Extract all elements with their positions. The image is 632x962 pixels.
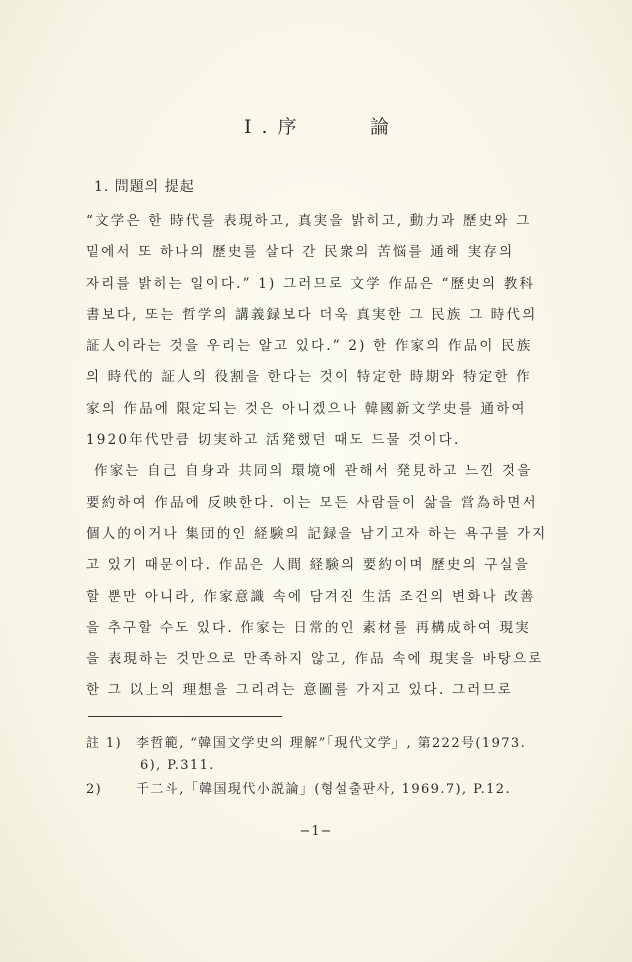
body-line: 個人的이거나 集団的인 経験의 記録을 남기고자 하는 욕구를 가지 [86, 525, 548, 542]
chapter-title-part1: I . 序 [244, 116, 299, 138]
body-line: 을 表現하는 것만으로 만족하지 않고, 作品 속에 現実을 바탕으로 [86, 651, 544, 668]
footnote-label: 註 1) [86, 736, 123, 751]
body-text [86, 206, 586, 707]
body-line: “文学은 한 時代를 表現하고, 真実을 밝히고, 動力과 歷史와 그 [86, 213, 532, 229]
footnote-1-continued: 6), P.311. [140, 758, 215, 773]
page-number: −1− [299, 824, 333, 839]
body-line: 한 그 以上의 理想을 그리려는 意圖를 가지고 있다. 그러므로 [86, 682, 513, 699]
footnote-separator [88, 716, 282, 717]
footnote-text: 李哲範, “韓国文学史의 理解”「現代文学」, 第222号(1973. [136, 736, 527, 751]
body-line: 書보다, 또는 哲学의 講義録보다 더욱 真実한 그 民族 그 時代의 [86, 306, 538, 323]
body-line: 要約하여 作品에 反映한다. 이는 모든 사람들이 삶을 営為하면서 [86, 494, 538, 511]
body-line: 家의 作品에 限定되는 것은 아니겠으나 韓國新文学史를 通하여 [86, 400, 527, 417]
body-line: 고 있기 때문이다. 作品은 人間 経験의 要約이며 歷史의 구실을 [86, 557, 531, 574]
body-line: 作家는 自己 自身과 共同의 環境에 관해서 発見하고 느낀 것을 [94, 463, 533, 480]
section-heading: 1. 問題의 提起 [94, 179, 195, 195]
body-line: 할 뿐만 아니라, 作家意識 속에 담겨진 生活 조건의 변화나 改善 [86, 588, 536, 605]
footnotes [86, 733, 596, 801]
body-line: 을 추구할 수도 있다. 作家는 日常的인 素材를 再構成하여 現実 [86, 619, 531, 636]
footnote-text: 千二斗,「韓国現代小説論」(형설출판사, 1969.7), P.12. [136, 782, 512, 797]
body-line: 자리를 밝히는 일이다.” 1) 그러므로 文学 作品은 “歷史의 教科 [86, 275, 536, 292]
body-line: 의 時代的 証人의 役割을 한다는 것이 特定한 時期와 特定한 作 [86, 369, 532, 386]
footnote-1 [86, 733, 596, 755]
body-line: 証人이라는 것을 우리는 알고 있다.” 2) 한 作家의 作品이 民族 [86, 338, 533, 355]
footnote-label: 2) [86, 782, 103, 797]
body-line: 1920年代만큼 切実하고 活発했던 때도 드물 것이다. [86, 432, 461, 449]
footnote-2 [86, 779, 596, 801]
body-line: 밑에서 또 하나의 歷史를 살다 간 民衆의 苦悩를 通해 実存의 [86, 244, 515, 261]
chapter-title-part2: 論 [370, 116, 392, 138]
